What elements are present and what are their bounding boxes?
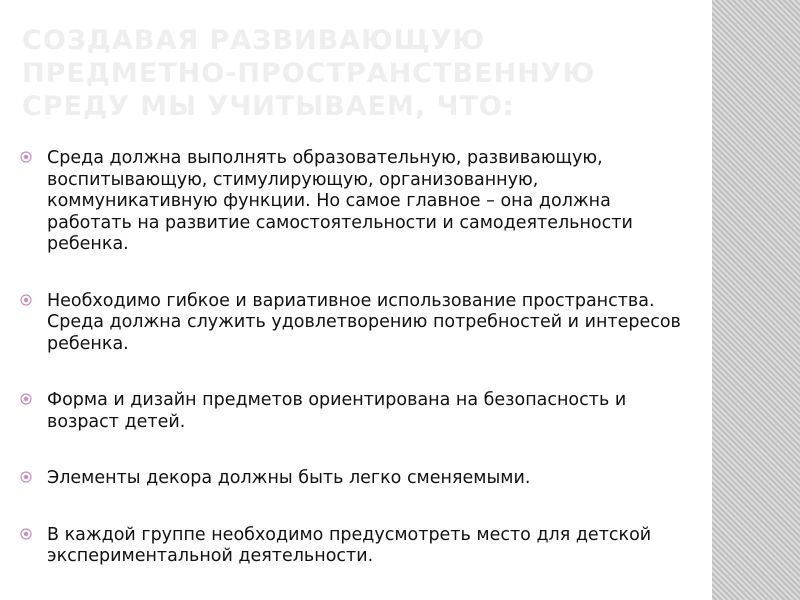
bullet-text: Элементы декора должны быть легко сменяемыми. (47, 468, 531, 488)
target-bullet-icon (20, 471, 32, 483)
target-bullet-icon (20, 294, 32, 306)
slide-title: СОЗДАВАЯ РАЗВИВАЮЩУЮ ПРЕДМЕТНО-ПРОСТРАНСТВЕННУЮ СРЕДУ МЫ УЧИТЫВАЕМ, ЧТО: (22, 25, 596, 122)
bullet-list (20, 148, 700, 568)
target-bullet-icon (20, 393, 32, 405)
bullet-item (20, 468, 700, 490)
bullet-item (20, 525, 700, 568)
bullet-item (20, 148, 700, 256)
bullet-text: Необходимо гибкое и вариативное использование пространства. Среда должна служить удовлетворению потребностей и интересов ребенка. (47, 290, 681, 354)
target-bullet-icon (20, 151, 32, 163)
bullet-text: В каждой группе необходимо предусмотреть место для детской экспериментальной деятельности. (47, 524, 652, 566)
bullet-text: Среда должна выполнять образовательную, развивающую, воспитывающую, стимулирующую, организованную, коммуникативную функции. Но самое главное – она должна работать на развитие самостоятельности и самодеятельности ребенка. (47, 148, 633, 254)
bullet-text: Форма и дизайн предметов ориентирована на безопасность и возраст детей. (47, 390, 627, 432)
side-decoration-band (712, 0, 800, 600)
bullet-item (20, 291, 700, 356)
target-bullet-icon (20, 528, 32, 540)
bullet-item (20, 390, 700, 433)
